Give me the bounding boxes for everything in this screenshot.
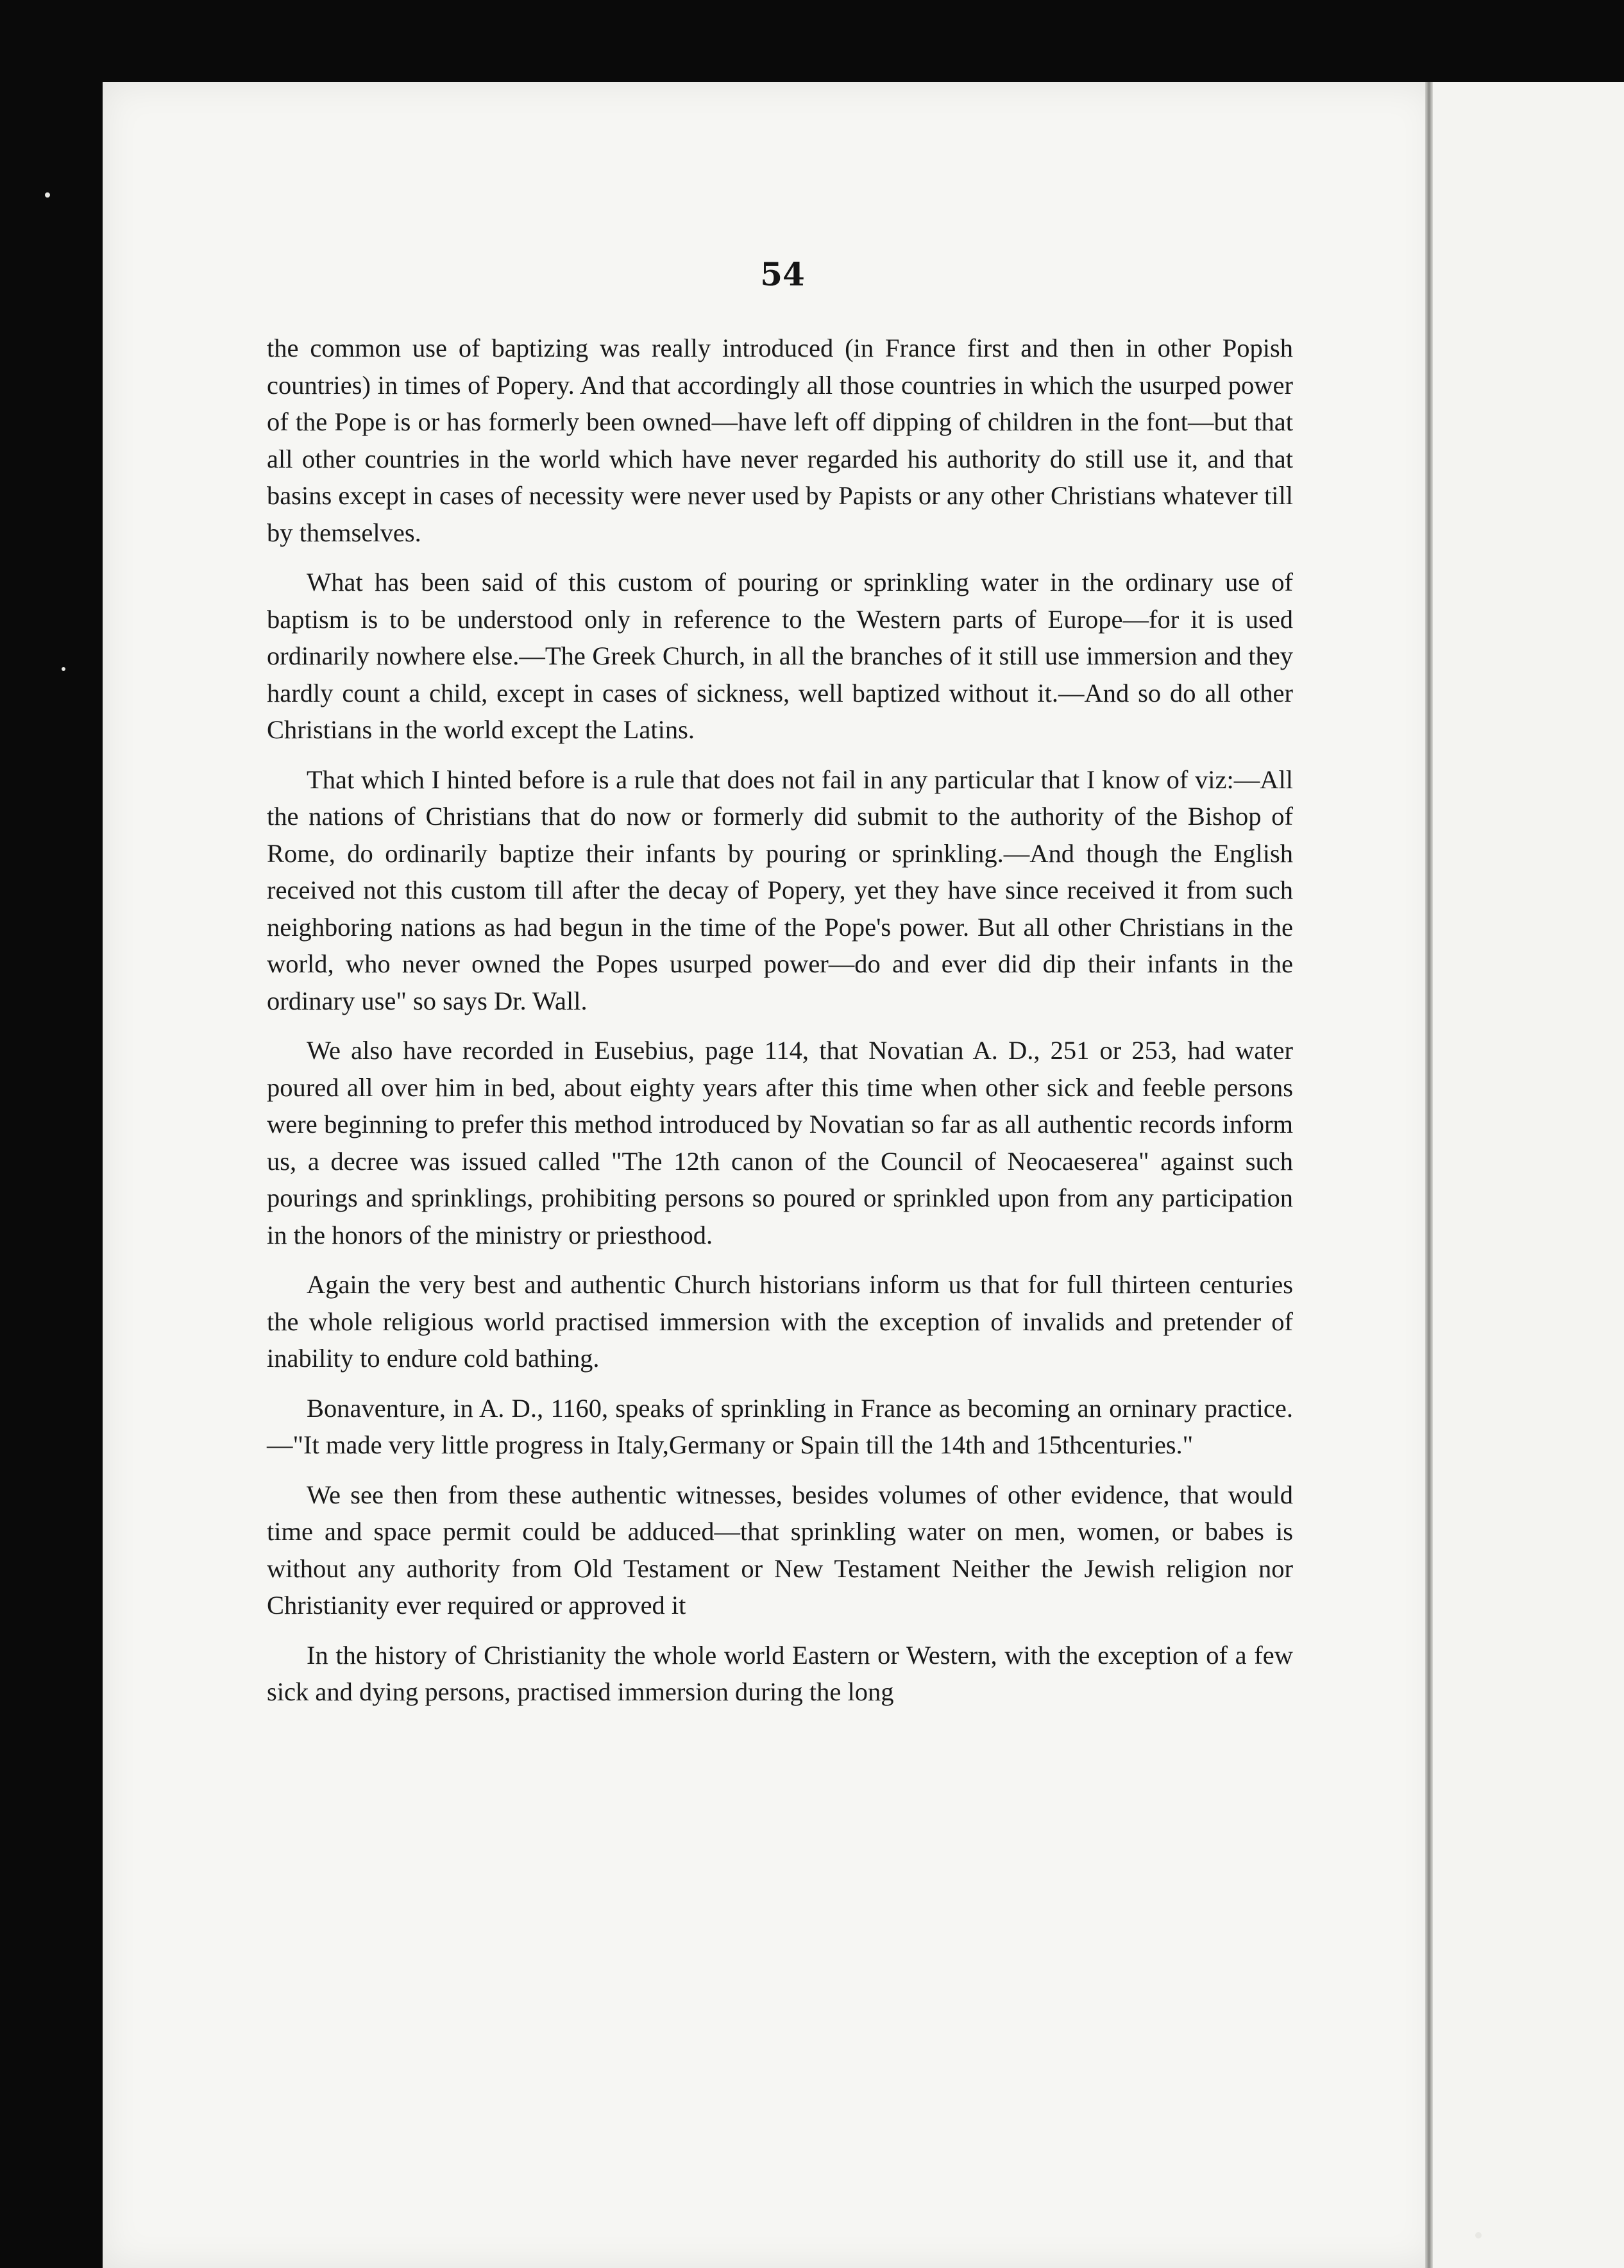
page-gutter	[1425, 82, 1433, 2268]
paragraph: In the history of Christianity the whole world Eastern or Western, with the exception of a few sick and dying persons, practised immersion during the long	[267, 1640, 1293, 1706]
paragraph: Bonaventure, in A. D., 1160, speaks of sprinkling in France as becoming an orninary practice.—"It made very little progress in Italy,Germany or Spain till the 14th and 15thcenturies."	[267, 1393, 1293, 1459]
paragraph: the common use of baptizing was really introduced (in France first and then in other Popish countries) in times of Popery. And that accordingly all those countries in which the usurped power of the Pope is or has formerly been owned—have left off dipping of children in the font—but that all other countries in the world which have never regarded his authority do still use it, and that basins except in cases of necessity were never used by Papists or any other Christians whatever till by themselves.	[267, 334, 1293, 547]
scan-speck	[1475, 2232, 1482, 2238]
paragraph: What has been said of this custom of pouring or sprinkling water in the ordinary use of baptism is to be understood only in reference to the Western parts of Europe—for it is used ordinarily nowhere else.—The Greek Church, in all the branches of it still use immersion and they hardly count a child, except in cases of sickness, well baptized without it.—And so do all other Christians in the world except the Latins.	[267, 568, 1293, 744]
page-number: 54	[760, 255, 805, 293]
scan-speck	[45, 192, 50, 198]
scan-speck	[62, 667, 65, 671]
paragraph: We see then from these authentic witnesses, besides volumes of other evidence, that would time and space permit could be adduced—that sprinkling water on men, women, or babes is without any authority from Old Testament or New Testament Neither the Jewish religion nor Christianity ever required or approved it	[267, 1480, 1293, 1620]
paragraph: That which I hinted before is a rule that does not fail in any particular that I know of viz:—All the nations of Christians that do now or formerly did submit to the authority of the Bishop of Rome, do ordinarily baptize their infants by pouring or sprinkling.—And though the English received not this custom till after the decay of Popery, yet they have since received it from such neighboring nations as had begun in the time of the Pope's power. But all other Christians in the world, who never owned the Popes usurped power—do and ever did dip their infants in the ordinary use" so says Dr. Wall.	[267, 765, 1293, 1015]
paragraph: Again the very best and authentic Church historians inform us that for full thirteen centuries the whole religious world practised immersion with the exception of invalids and pretender of inability to endure cold bathing.	[267, 1270, 1293, 1373]
right-page-edge	[1433, 82, 1624, 2268]
paragraph: We also have recorded in Eusebius, page 114, that Novatian A. D., 251 or 253, had water poured all over him in bed, about eighty years after this time when other sick and feeble persons were beginning to prefer this method introduced by Novatian so far as all authentic records inform us, a decree was issued called "The 12th canon of the Council of Neocaeserea" against such pourings and sprinklings, prohibiting persons so poured or sprinkled upon from any participation in the honors of the ministry or priesthood.	[267, 1036, 1293, 1249]
body-text	[267, 330, 1293, 1723]
